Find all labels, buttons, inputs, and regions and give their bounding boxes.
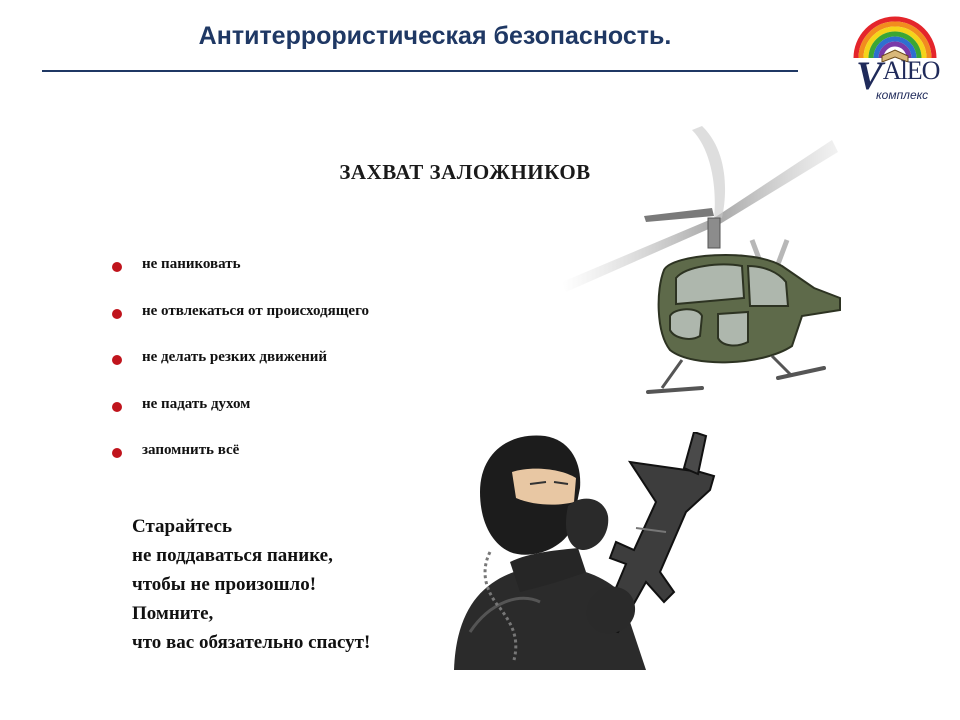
- advice-line: Старайтесь: [132, 516, 233, 537]
- valeo-logo: [850, 12, 940, 104]
- list-item: [112, 442, 369, 489]
- rule-text: не падать духом: [142, 395, 251, 412]
- logo-subtitle: комплекс: [876, 88, 929, 102]
- advice-line: чтобы не произошло!: [132, 574, 317, 595]
- title-divider: [42, 70, 798, 72]
- list-item: [112, 349, 369, 396]
- page-title: Антитеррористическая безопасность.: [198, 22, 672, 50]
- special-forces-soldier-illustration: [450, 432, 750, 670]
- list-item: [112, 256, 369, 303]
- section-heading: ЗАХВАТ ЗАЛОЖНИКОВ: [339, 160, 591, 184]
- advice-line: Помните,: [132, 603, 214, 624]
- bullet-icon: [112, 262, 122, 272]
- advice-text: [132, 512, 370, 657]
- bullet-icon: [112, 309, 122, 319]
- rules-list: [112, 256, 369, 489]
- list-item: [112, 396, 369, 443]
- bullet-icon: [112, 355, 122, 365]
- advice-line: что вас обязательно спасут!: [132, 632, 371, 653]
- helicopter-illustration: [552, 120, 844, 402]
- list-item: [112, 303, 369, 350]
- rule-text: не отвлекаться от происходящего: [142, 302, 370, 319]
- bullet-icon: [112, 448, 122, 458]
- rule-text: не паниковать: [142, 256, 241, 272]
- rule-text: не делать резких движений: [142, 349, 328, 365]
- logo-wordmark: VAlEO: [856, 53, 940, 98]
- rule-text: запомнить всё: [142, 442, 240, 458]
- advice-line: не поддаваться панике,: [132, 545, 333, 566]
- bullet-icon: [112, 402, 122, 412]
